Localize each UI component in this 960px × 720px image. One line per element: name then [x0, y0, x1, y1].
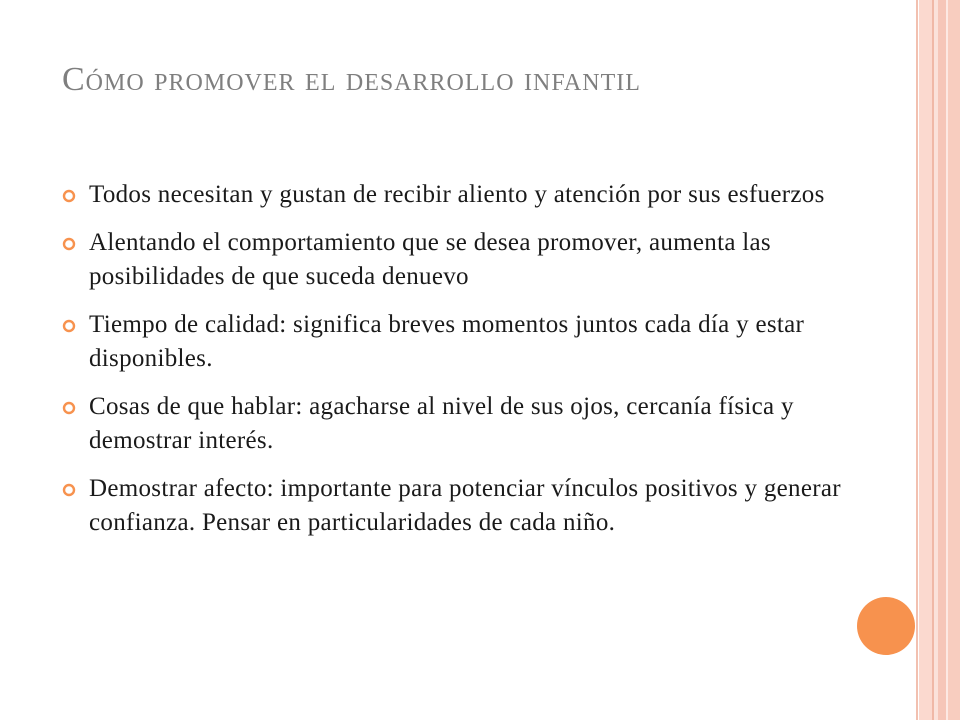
bullet-text: Alentando el comportamiento que se desea promover, aumenta las posibilidades de que suceda denuevo [89, 229, 771, 290]
bullet-item [62, 472, 862, 540]
circle-bullet-icon [62, 237, 76, 251]
decorative-stripe [938, 0, 946, 720]
accent-circle [857, 597, 915, 655]
bullet-list [62, 178, 862, 554]
circle-bullet-icon [62, 189, 76, 203]
circle-bullet-icon [62, 319, 76, 333]
bullet-text: Demostrar afecto: importante para potenciar vínculos positivos y generar confianza. Pensar en particularidades de cada niño. [89, 475, 841, 536]
bullet-text: Tiempo de calidad: significa breves momentos juntos cada día y estar disponibles. [89, 311, 805, 372]
bullet-text: Cosas de que hablar: agacharse al nivel de sus ojos, cercanía física y demostrar interés. [89, 393, 794, 454]
bullet-text: Todos necesitan y gustan de recibir aliento y atención por sus esfuerzos [89, 181, 825, 208]
decorative-stripe [919, 0, 932, 720]
bullet-item [62, 178, 862, 212]
decorative-stripe [916, 0, 918, 720]
circle-bullet-icon [62, 401, 76, 415]
circle-bullet-icon [62, 483, 76, 497]
bullet-item [62, 390, 862, 458]
decorative-stripe [948, 0, 960, 720]
bullet-item [62, 308, 862, 376]
slide-title: Cómo promover el desarrollo infantil [62, 61, 641, 98]
bullet-item [62, 226, 862, 294]
